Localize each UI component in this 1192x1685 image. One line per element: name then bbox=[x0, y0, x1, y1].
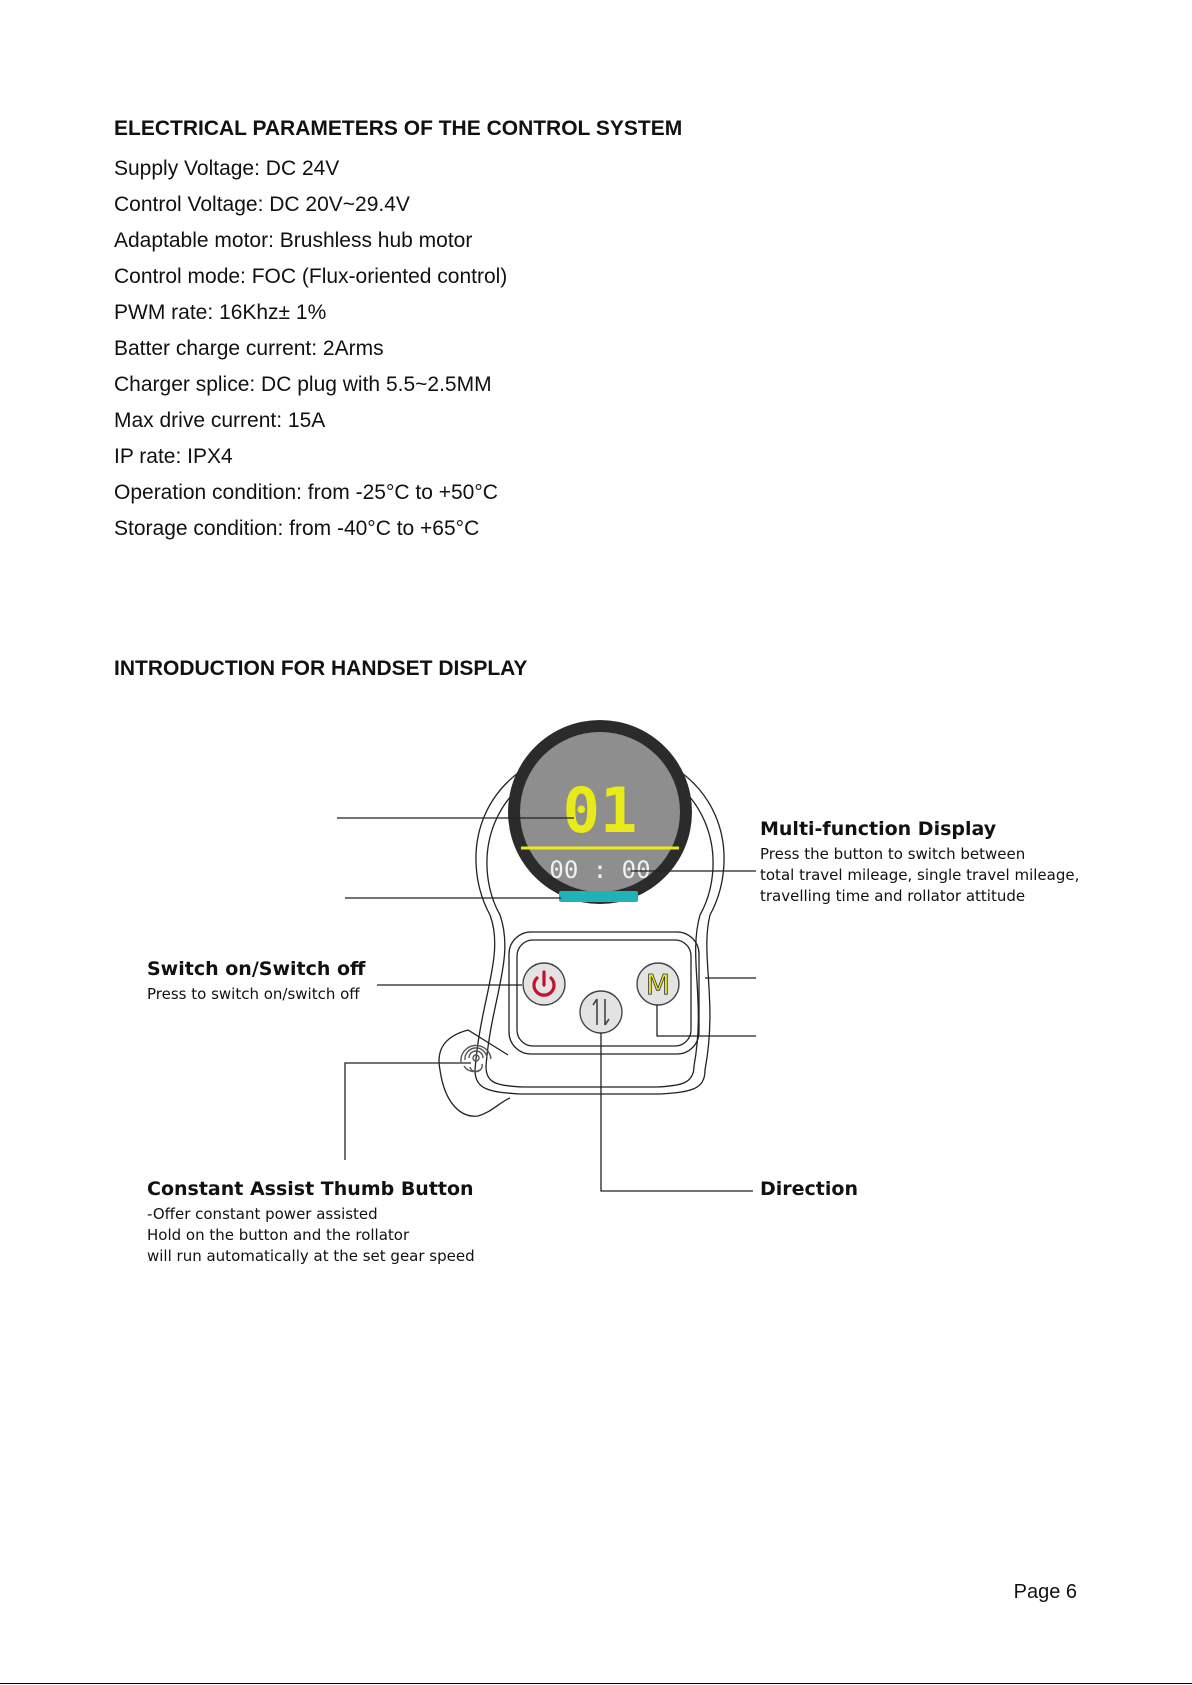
mode-button[interactable] bbox=[637, 963, 679, 1005]
callout-title: Direction bbox=[760, 1178, 858, 1200]
callout-title: Constant Assist Thumb Button bbox=[147, 1178, 474, 1200]
gear-readout: 01 bbox=[562, 774, 638, 847]
parameter-item: Supply Voltage: DC 24V bbox=[114, 157, 340, 180]
callout-line: will run automatically at the set gear speed bbox=[147, 1247, 475, 1265]
callout-line: Press to switch on/switch off bbox=[147, 985, 360, 1003]
section-heading-handset: INTRODUCTION FOR HANDSET DISPLAY bbox=[114, 657, 528, 680]
parameter-item: Max drive current: 15A bbox=[114, 409, 326, 432]
callout-line: travelling time and rollator attitude bbox=[760, 887, 1026, 905]
parameter-item: Charger splice: DC plug with 5.5~2.5MM bbox=[114, 373, 492, 396]
callout-title: Multi-function Display bbox=[760, 818, 997, 840]
callout-direction bbox=[760, 1178, 858, 1204]
callout-line: Hold on the button and the rollator bbox=[147, 1226, 410, 1244]
bottom-rule bbox=[0, 1683, 1192, 1684]
callout-switch bbox=[147, 958, 365, 1005]
callout-line: -Offer constant power assisted bbox=[147, 1205, 378, 1223]
parameter-item: Control Voltage: DC 20V~29.4V bbox=[114, 193, 410, 216]
callout-title: Switch on/Switch off bbox=[147, 958, 366, 980]
parameter-item: Batter charge current: 2Arms bbox=[114, 337, 384, 360]
parameter-item: Adaptable motor: Brushless hub motor bbox=[114, 229, 473, 252]
parameter-item: PWM rate: 16Khz± 1% bbox=[114, 301, 327, 324]
callout-line: Press the button to switch between bbox=[760, 845, 1026, 863]
section-heading-parameters: ELECTRICAL PARAMETERS OF THE CONTROL SYSTEM bbox=[114, 117, 683, 140]
parameter-item: Control mode: FOC (Flux-oriented control) bbox=[114, 265, 508, 288]
parameter-item: IP rate: IPX4 bbox=[114, 445, 233, 468]
direction-button[interactable] bbox=[580, 991, 622, 1033]
parameter-item: Operation condition: from -25°C to +50°C bbox=[114, 481, 498, 504]
callout-multi-function bbox=[760, 818, 1079, 907]
callout-line: total travel mileage, single travel mileage, bbox=[760, 866, 1080, 884]
power-button[interactable] bbox=[523, 963, 565, 1005]
time-readout: 00 : 00 bbox=[549, 856, 651, 884]
callout-constant-assist bbox=[147, 1178, 475, 1267]
mode-letter: M bbox=[645, 968, 671, 1001]
battery-level-bar bbox=[559, 891, 638, 902]
page-number: Page 6 bbox=[1013, 1581, 1077, 1603]
parameter-item: Storage condition: from -40°C to +65°C bbox=[114, 517, 480, 540]
